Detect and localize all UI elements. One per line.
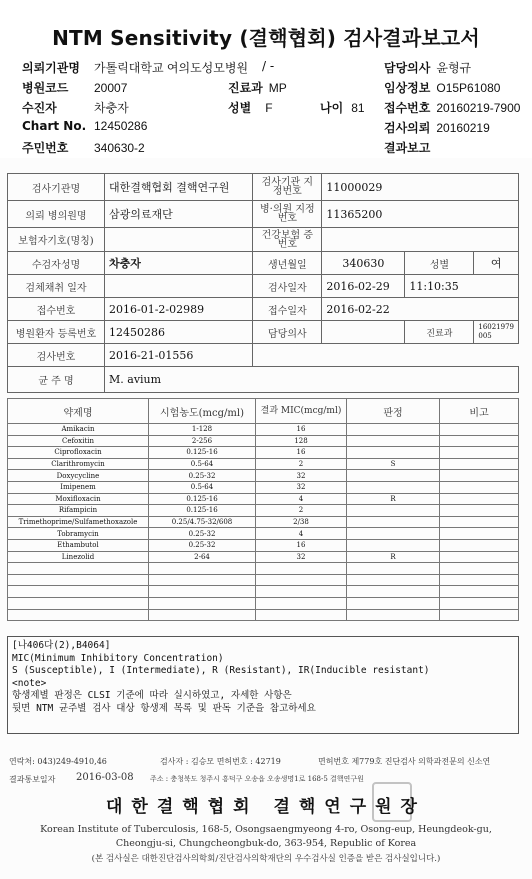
drug-mic: 16 bbox=[256, 424, 347, 436]
blank-cell bbox=[253, 344, 519, 367]
drug-row bbox=[8, 470, 519, 482]
drug-remark bbox=[440, 435, 519, 447]
ins-no-value bbox=[322, 228, 519, 252]
drug-mic bbox=[256, 574, 347, 586]
drug-interpretation bbox=[347, 563, 440, 575]
footer-report-label: 결과통보일자 bbox=[9, 775, 56, 784]
acc-value: 2016-01-2-02989 bbox=[105, 298, 253, 321]
drug-row bbox=[8, 597, 519, 609]
testno-value: 2016-21-01556 bbox=[105, 344, 253, 367]
col-remark: 비고 bbox=[440, 399, 519, 424]
client-extra: / - bbox=[262, 59, 275, 73]
testdate-label: 검사일자 bbox=[253, 275, 322, 298]
inst-label: 검사기관명 bbox=[8, 174, 105, 201]
ins-value bbox=[105, 228, 253, 252]
drug-interpretation bbox=[347, 586, 440, 598]
drug-row bbox=[8, 551, 519, 563]
dept-value: 16021979 005 bbox=[474, 321, 519, 344]
drug-interpretation: S bbox=[347, 458, 440, 470]
drug-interpretation bbox=[347, 609, 440, 621]
report-title: NTM Sensitivity (결핵협회) 검사결과보고서 bbox=[52, 26, 480, 50]
drug-mic: 16 bbox=[256, 447, 347, 459]
drug-interpretation bbox=[347, 516, 440, 528]
note-box bbox=[7, 636, 519, 734]
doctor-row: 담당의사 윤형규 bbox=[384, 61, 472, 75]
hosp-value: 삼광의료재단 bbox=[105, 201, 253, 228]
footer-report-date: 2016-03-08 bbox=[76, 772, 134, 783]
hosp-no-label: 병·의원 지정번호 bbox=[253, 201, 322, 228]
drug-name bbox=[8, 597, 149, 609]
ins-no-label: 건강보험 증번호 bbox=[253, 228, 322, 252]
drug-remark bbox=[440, 597, 519, 609]
certification-note: (본 검사실은 대한진단검사의학회/진단검사의학재단의 우수검사실 인증을 받은 검사실입니다.) bbox=[91, 854, 441, 864]
drug-remark bbox=[440, 574, 519, 586]
drug-interpretation bbox=[347, 470, 440, 482]
drug-concentration: 0.5-64 bbox=[149, 481, 256, 493]
chart-row: Chart No. 12450286 bbox=[22, 119, 148, 133]
col-mic: 결과 MIC(mcg/ml) bbox=[256, 399, 347, 424]
note-line: 항생제별 판정은 CLSI 기준에 따라 실시하였고, 자세한 사항은 bbox=[12, 690, 292, 701]
drug-name: Ethambutol bbox=[8, 539, 149, 551]
inst-no-label: 검사기관 지정번호 bbox=[253, 174, 322, 201]
test-info-table bbox=[7, 173, 519, 393]
drug-row bbox=[8, 539, 519, 551]
drug-concentration: 2-256 bbox=[149, 435, 256, 447]
drug-name: Rifampicin bbox=[8, 505, 149, 517]
sex-label: 성별 bbox=[405, 252, 474, 275]
doctor-value bbox=[322, 321, 405, 344]
patient-row: 수진자 차충자 bbox=[22, 101, 129, 115]
drug-interpretation: R bbox=[347, 493, 440, 505]
note-line: <note> bbox=[12, 677, 47, 689]
col-interpretation: 판정 bbox=[347, 399, 440, 424]
drug-name: Moxifloxacin bbox=[8, 493, 149, 505]
drug-mic bbox=[256, 597, 347, 609]
drug-row bbox=[8, 563, 519, 575]
species-label: 균 주 명 bbox=[8, 367, 105, 393]
drug-name: Clarithromycin bbox=[8, 458, 149, 470]
drug-remark bbox=[440, 481, 519, 493]
ins-label: 보험자기호(명칭) bbox=[8, 228, 105, 252]
drug-interpretation bbox=[347, 574, 440, 586]
name-label: 수검자성명 bbox=[8, 252, 105, 275]
note-line: MIC(Minimum Inhibitory Concentration) bbox=[12, 652, 224, 664]
clinical-row: 임상정보 O15P61080 bbox=[384, 81, 501, 95]
drug-remark bbox=[440, 505, 519, 517]
drug-row bbox=[8, 481, 519, 493]
sex-value: 여 bbox=[474, 252, 519, 275]
drug-concentration: 0.25-32 bbox=[149, 539, 256, 551]
drug-interpretation bbox=[347, 481, 440, 493]
inst-no-value: 11000029 bbox=[322, 174, 519, 201]
name-value: 차충자 bbox=[105, 252, 253, 275]
hospital-code-row: 병원코드 20007 bbox=[22, 81, 128, 95]
dept-row: 진료과 MP bbox=[228, 81, 287, 95]
drug-remark bbox=[440, 551, 519, 563]
address-en-2: Cheongju-si, Chungcheongbuk-do, 363-954, Republic of Korea bbox=[115, 838, 417, 849]
drug-name bbox=[8, 609, 149, 621]
drug-concentration bbox=[149, 597, 256, 609]
drug-interpretation bbox=[347, 528, 440, 540]
drug-mic bbox=[256, 609, 347, 621]
report-row: 결과보고 bbox=[384, 141, 431, 155]
drug-concentration bbox=[149, 586, 256, 598]
drug-concentration bbox=[149, 609, 256, 621]
drug-mic: 32 bbox=[256, 481, 347, 493]
drug-row bbox=[8, 493, 519, 505]
testdate-value: 2016-02-29 bbox=[322, 275, 405, 298]
drug-remark bbox=[440, 493, 519, 505]
drug-sensitivity-table bbox=[7, 398, 519, 621]
org-name: 대한결핵협회 결핵연구원장 bbox=[106, 797, 426, 817]
birth-label: 생년월일 bbox=[253, 252, 322, 275]
testno-label: 검사번호 bbox=[8, 344, 105, 367]
drug-remark bbox=[440, 516, 519, 528]
drug-concentration: 0.5-64 bbox=[149, 458, 256, 470]
drug-mic: 2/38 bbox=[256, 516, 347, 528]
drug-remark bbox=[440, 586, 519, 598]
drug-remark bbox=[440, 458, 519, 470]
drug-mic: 32 bbox=[256, 551, 347, 563]
drug-name: Linezolid bbox=[8, 551, 149, 563]
drug-mic: 2 bbox=[256, 505, 347, 517]
testtime-value: 11:10:35 bbox=[405, 275, 519, 298]
drug-remark bbox=[440, 447, 519, 459]
drug-remark bbox=[440, 424, 519, 436]
drug-name: Trimethoprime/Sulfamethoxazole bbox=[8, 516, 149, 528]
client-row: 의뢰기관명 가톨릭대학교 여의도성모병원 bbox=[22, 61, 249, 75]
drug-interpretation bbox=[347, 435, 440, 447]
drug-mic: 4 bbox=[256, 528, 347, 540]
hosp-label: 의뢰 병의원명 bbox=[8, 201, 105, 228]
drug-interpretation bbox=[347, 505, 440, 517]
note-line: 뒷면 NTM 균주별 검사 대상 항생제 목록 및 판독 기준을 참고하세요 bbox=[12, 702, 316, 714]
drug-mic: 16 bbox=[256, 539, 347, 551]
drug-row bbox=[8, 435, 519, 447]
address-en-1: Korean Institute of Tuberculosis, 168-5, Osongsaengmyeong 4-ro, Osong-eup, Heungdeok-gu, bbox=[40, 824, 492, 835]
drug-name: Tobramycin bbox=[8, 528, 149, 540]
drug-remark bbox=[440, 470, 519, 482]
col-drug: 약제명 bbox=[8, 399, 149, 424]
footer-tester: 검사자 : 김승모 면허번호 : 42719 bbox=[160, 757, 281, 766]
drug-concentration: 0.125-16 bbox=[149, 493, 256, 505]
drug-concentration: 1-128 bbox=[149, 424, 256, 436]
drug-row bbox=[8, 586, 519, 598]
drug-concentration: 0.125-16 bbox=[149, 447, 256, 459]
collect-label: 검체채취 일자 bbox=[8, 275, 105, 298]
drug-name: Imipenem bbox=[8, 481, 149, 493]
drug-row bbox=[8, 458, 519, 470]
inst-value: 대한결핵협회 결핵연구원 bbox=[105, 174, 253, 201]
drug-name: Cefoxitin bbox=[8, 435, 149, 447]
collect-value bbox=[105, 275, 253, 298]
drug-row bbox=[8, 609, 519, 621]
drug-remark bbox=[440, 609, 519, 621]
drug-mic bbox=[256, 563, 347, 575]
reg-value: 12450286 bbox=[105, 321, 253, 344]
drug-concentration bbox=[149, 574, 256, 586]
drug-interpretation bbox=[347, 539, 440, 551]
drug-concentration: 0.25-32 bbox=[149, 528, 256, 540]
drug-row bbox=[8, 516, 519, 528]
drug-interpretation bbox=[347, 597, 440, 609]
drug-interpretation bbox=[347, 424, 440, 436]
drug-row bbox=[8, 424, 519, 436]
note-line: S (Susceptible), I (Intermediate), R (Resistant), IR(Inducible resistant) bbox=[12, 665, 430, 676]
note-line: [나406다(2),B4064] bbox=[12, 640, 111, 651]
drug-name bbox=[8, 574, 149, 586]
col-concentration: 시험농도(mcg/ml) bbox=[149, 399, 256, 424]
accdate-value: 2016-02-22 bbox=[322, 298, 519, 321]
birth-value: 340630 bbox=[322, 252, 405, 275]
footer-license: 면허번호 제779호 진단검사 의학과전문의 신소연 bbox=[318, 757, 491, 766]
rrn-row: 주민번호 340630-2 bbox=[22, 141, 145, 155]
acc-label: 접수번호 bbox=[8, 298, 105, 321]
drug-remark bbox=[440, 528, 519, 540]
drug-concentration: 0.125-16 bbox=[149, 505, 256, 517]
accdate-label: 접수일자 bbox=[253, 298, 322, 321]
receipt-row: 접수번호 20160219-7900 bbox=[384, 101, 521, 115]
drug-row bbox=[8, 574, 519, 586]
drug-row bbox=[8, 447, 519, 459]
drug-concentration: 2-64 bbox=[149, 551, 256, 563]
hosp-no-value: 11365200 bbox=[322, 201, 519, 228]
drug-name: Amikacin bbox=[8, 424, 149, 436]
footer-tel: 연락처: 043)249-4910,46 bbox=[9, 757, 107, 766]
drug-remark bbox=[440, 539, 519, 551]
drug-interpretation bbox=[347, 447, 440, 459]
drug-concentration bbox=[149, 563, 256, 575]
drug-row bbox=[8, 528, 519, 540]
request-row: 검사의뢰 20160219 bbox=[384, 121, 490, 135]
drug-interpretation: R bbox=[347, 551, 440, 563]
drug-name bbox=[8, 563, 149, 575]
dept-label: 진료과 bbox=[405, 321, 474, 344]
drug-name bbox=[8, 586, 149, 598]
sex-row: 성별 F bbox=[228, 101, 273, 115]
drug-concentration: 0.25/4.75-32/608 bbox=[149, 516, 256, 528]
drug-mic: 2 bbox=[256, 458, 347, 470]
footer-address-kr: 주소 : 충청북도 청주시 흥덕구 오송읍 오송생명1로 168-5 결핵연구원 bbox=[150, 775, 364, 783]
species-value: M. avium bbox=[105, 367, 519, 393]
drug-mic bbox=[256, 586, 347, 598]
drug-row bbox=[8, 505, 519, 517]
drug-mic: 4 bbox=[256, 493, 347, 505]
drug-mic: 32 bbox=[256, 470, 347, 482]
drug-name: Ciprofloxacin bbox=[8, 447, 149, 459]
drug-remark bbox=[440, 563, 519, 575]
drug-mic: 128 bbox=[256, 435, 347, 447]
age-row: 나이 81 bbox=[320, 101, 365, 115]
drug-concentration: 0.25-32 bbox=[149, 470, 256, 482]
doctor-label: 담당의사 bbox=[253, 321, 322, 344]
drug-name: Doxycycline bbox=[8, 470, 149, 482]
reg-label: 병원환자 등록번호 bbox=[8, 321, 105, 344]
